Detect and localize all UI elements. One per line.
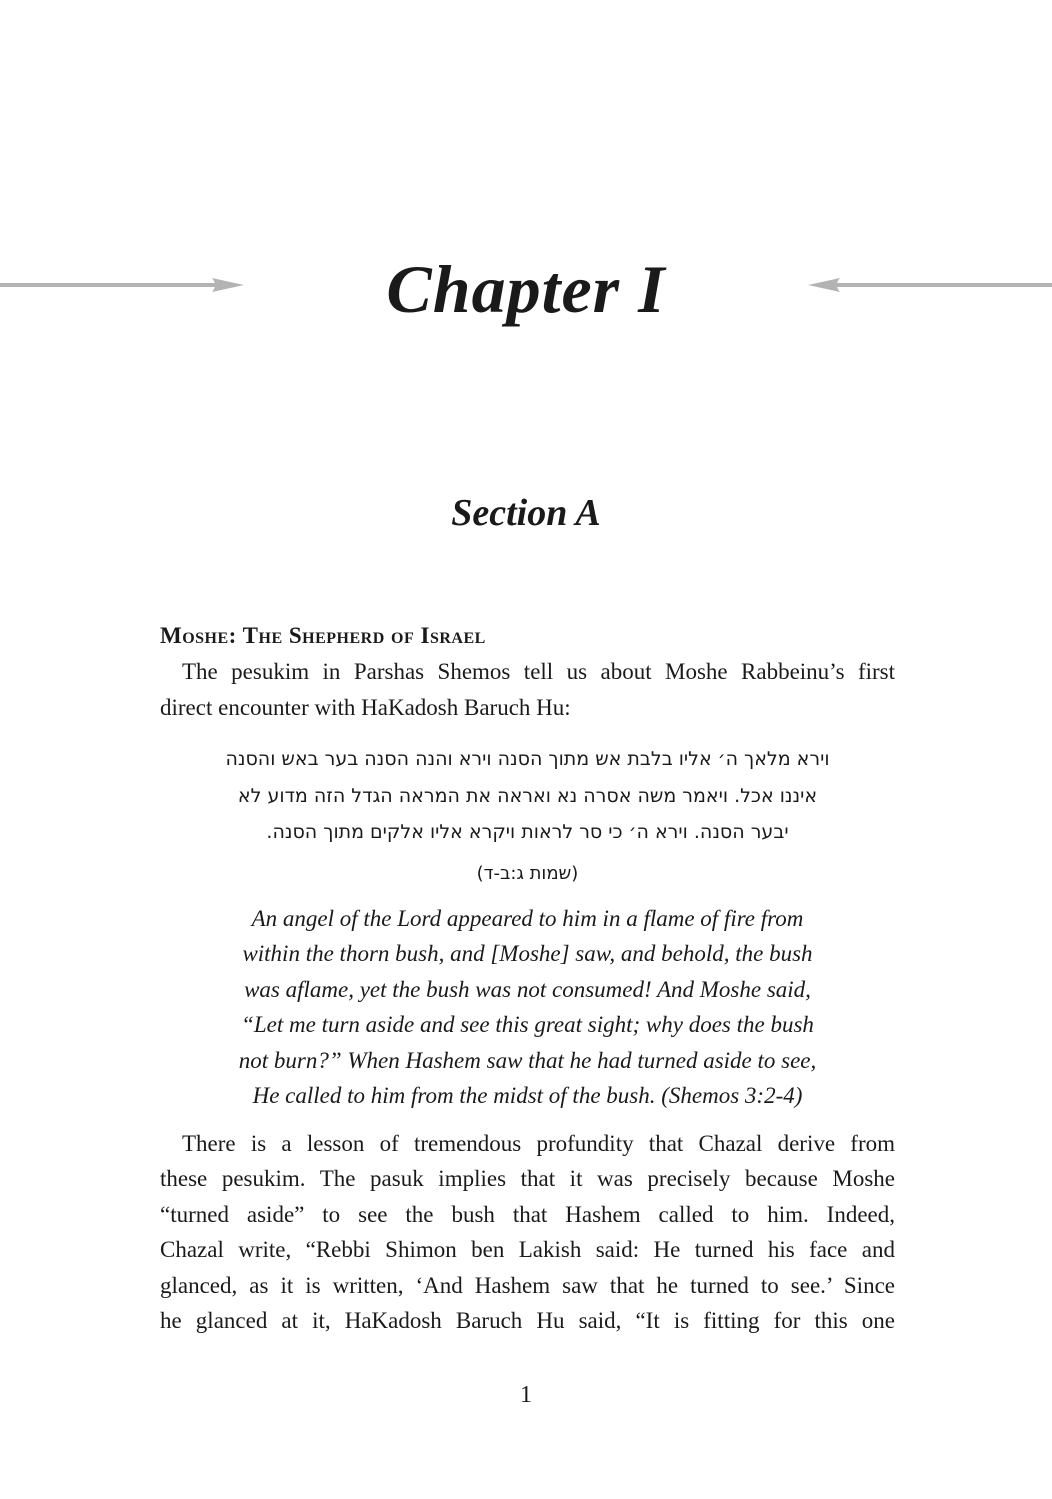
translation-line: “Let me turn aside and see this great sight; why does the bush [241,1012,814,1037]
page-number: 1 [520,1382,532,1408]
body-paragraph [160,1126,895,1339]
body-line: “turned aside” to see the bush that Hashem called to him. Indeed, [160,1201,895,1227]
intro-line: direct encounter with HaKadosh Baruch Hu: [160,694,571,720]
subheading: Moshe: The Shepherd of Israel [160,623,486,648]
body-line: he glanced at it, HaKadosh Baruch Hu said, “It is fitting for this one [160,1308,895,1333]
translation-line: He called to him from the midst of the bush. (Shemos 3:2-4) [252,1083,803,1108]
hebrew-line: איננו אכל. ויאמר משה אסרה נא ואראה את המראה הגדל הזה מדוע לא [237,784,818,807]
body-line: There is a lesson of tremendous profundity that Chazal derive from [182,1130,895,1156]
hebrew-line: יבער הסנה. וירא ה׳ כי סר לראות ויקרא אליו אלקים מתוך הסנה. [266,821,789,843]
intro-paragraph [160,654,895,725]
page-body [160,618,895,1339]
translation-line: not burn?” When Hashem saw that he had turned aside to see, [238,1047,817,1073]
hebrew-source-citation: (שמות ג:ב-ד) [476,862,579,884]
hebrew-line: וירא מלאך ה׳ אליו בלבת אש מתוך הסנה וירא והנה הסנה בער באש והסנה [225,748,830,770]
body-line: Chazal write, “Rebbi Shimon ben Lakish said: He turned his face and [160,1237,895,1262]
chapter-title: Chapter I [386,251,666,327]
section-title: Section A [451,492,601,534]
hebrew-quote [222,741,833,851]
translation-line: within the thorn bush, and [Moshe] saw, and behold, the bush [242,941,813,966]
body-line: glanced, as it is written, ‘And Hashem saw that he turned to see.’ Since [160,1272,895,1298]
intro-line: The pesukim in Parshas Shemos tell us about Moshe Rabbeinu’s first [182,659,895,684]
translation-line: An angel of the Lord appeared to him in a flame of fire from [251,905,804,931]
body-line: these pesukim. The pasuk implies that it was precisely because Moshe [160,1166,895,1191]
translation-line: was aflame, yet the bush was not consumed! And Moshe said, [244,976,811,1002]
translation-quote [200,901,855,1114]
